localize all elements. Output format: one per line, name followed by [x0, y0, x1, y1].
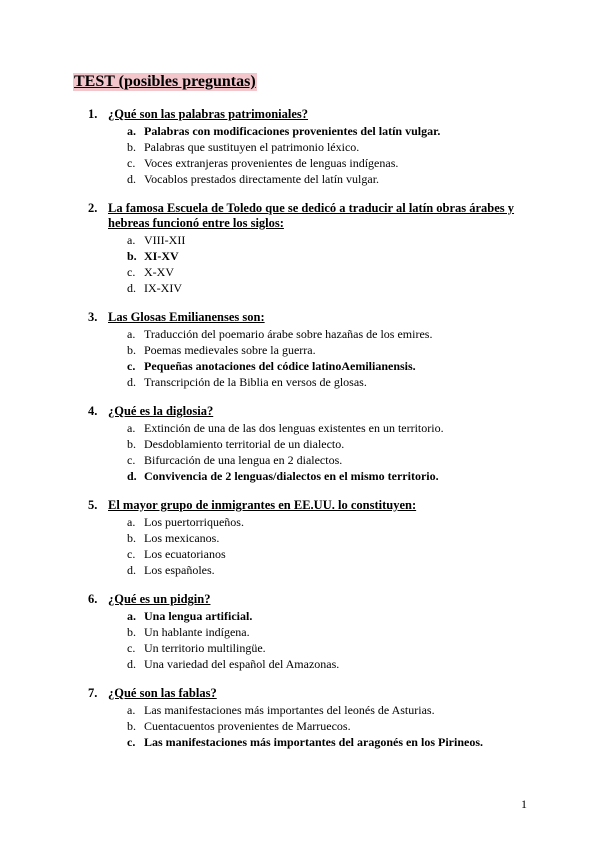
- option-letter: c.: [127, 359, 136, 373]
- option-letter: d.: [127, 281, 136, 295]
- option-item: [0, 562, 600, 578]
- option-list: [0, 702, 600, 750]
- question-number: 2.: [88, 201, 98, 215]
- question-2: [0, 201, 600, 296]
- option-item: [0, 656, 600, 672]
- question-heading: [0, 310, 600, 325]
- option-text: VIII-XII: [144, 233, 186, 247]
- question-number: 4.: [88, 404, 98, 418]
- option-item: [0, 546, 600, 562]
- option-text: Las manifestaciones más importantes del leonés de Asturias.: [144, 703, 435, 717]
- option-letter: a.: [127, 124, 136, 138]
- option-text: Transcripción de la Biblia en versos de glosas.: [144, 375, 367, 389]
- option-letter: a.: [127, 421, 136, 435]
- question-number: 6.: [88, 592, 98, 606]
- option-letter: d.: [127, 657, 136, 671]
- question-number: 3.: [88, 310, 98, 324]
- option-text: Extinción de una de las dos lenguas existentes en un territorio.: [144, 421, 444, 435]
- question-heading: [0, 498, 600, 513]
- option-item: [0, 374, 600, 390]
- question-list: [0, 107, 600, 764]
- question-3: [0, 310, 600, 390]
- document-title: TEST (posibles preguntas): [74, 73, 256, 90]
- option-item: [0, 171, 600, 187]
- option-letter: a.: [127, 327, 136, 341]
- question-5: [0, 498, 600, 578]
- option-letter: c.: [127, 735, 136, 749]
- question-4: [0, 404, 600, 484]
- option-text: Palabras que sustituyen el patrimonio léxico.: [144, 140, 360, 154]
- option-text: Vocablos prestados directamente del latín vulgar.: [144, 172, 380, 186]
- page-number: 1: [521, 797, 527, 811]
- option-item: [0, 640, 600, 656]
- option-letter: d.: [127, 172, 136, 186]
- option-list: [0, 608, 600, 672]
- question-6: [0, 592, 600, 672]
- option-item: [0, 139, 600, 155]
- option-text: Una lengua artificial.: [144, 609, 253, 623]
- question-heading: [0, 107, 600, 122]
- option-item: [0, 452, 600, 468]
- option-letter: b.: [127, 249, 137, 263]
- question-heading: [0, 404, 600, 419]
- option-item: [0, 232, 600, 248]
- question-text: Las Glosas Emilianenses son:: [108, 310, 265, 324]
- question-text: ¿Qué son las fablas?: [108, 686, 217, 700]
- option-text: Una variedad del español del Amazonas.: [144, 657, 340, 671]
- option-letter: b.: [127, 437, 136, 451]
- option-item: [0, 436, 600, 452]
- option-text: Palabras con modificaciones provenientes del latín vulgar.: [144, 124, 441, 138]
- option-letter: c.: [127, 641, 136, 655]
- option-item-correct: [0, 468, 600, 484]
- option-text: Los ecuatorianos: [144, 547, 226, 561]
- option-item: [0, 326, 600, 342]
- question-number: 5.: [88, 498, 98, 512]
- option-letter: a.: [127, 609, 136, 623]
- option-text: X-XV: [144, 265, 174, 279]
- option-letter: a.: [127, 703, 136, 717]
- option-list: [0, 326, 600, 390]
- option-item: [0, 420, 600, 436]
- option-text: Voces extranjeras provenientes de lenguas indígenas.: [144, 156, 399, 170]
- question-1: [0, 107, 600, 187]
- option-text: Los mexicanos.: [144, 531, 220, 545]
- question-heading: [0, 686, 600, 701]
- question-number: 7.: [88, 686, 98, 700]
- option-item-correct: [0, 358, 600, 374]
- option-letter: d.: [127, 563, 136, 577]
- question-heading: [0, 201, 600, 231]
- option-list: [0, 123, 600, 187]
- option-letter: d.: [127, 375, 136, 389]
- question-text: ¿Qué son las palabras patrimoniales?: [108, 107, 309, 121]
- option-letter: d.: [127, 469, 137, 483]
- option-text: Un hablante indígena.: [144, 625, 250, 639]
- option-text: Pequeñas anotaciones del códice latinoAemilianensis.: [144, 359, 416, 373]
- option-item: [0, 155, 600, 171]
- option-letter: b.: [127, 719, 136, 733]
- question-text: ¿Qué es la diglosia?: [108, 404, 214, 418]
- option-text: Cuentacuentos provenientes de Marruecos.: [144, 719, 351, 733]
- option-list: [0, 232, 600, 296]
- option-letter: b.: [127, 625, 136, 639]
- question-7: [0, 686, 600, 750]
- option-letter: b.: [127, 343, 136, 357]
- option-text: Convivencia de 2 lenguas/dialectos en el mismo territorio.: [144, 469, 439, 483]
- option-text: Bifurcación de una lengua en 2 dialectos.: [144, 453, 343, 467]
- option-text: Un territorio multilingüe.: [144, 641, 266, 655]
- option-text: IX-XIV: [144, 281, 182, 295]
- option-list: [0, 514, 600, 578]
- option-item-correct: [0, 248, 600, 264]
- question-text: La famosa Escuela de Toledo que se dedicó a traducir al latín obras árabes y hebreas funcionó entre los siglos:: [108, 201, 515, 230]
- question-number: 1.: [88, 107, 98, 121]
- option-letter: c.: [127, 547, 136, 561]
- option-letter: c.: [127, 265, 136, 279]
- question-text: ¿Qué es un pidgin?: [108, 592, 211, 606]
- question-text: El mayor grupo de inmigrantes en EE.UU. lo constituyen:: [108, 498, 417, 512]
- option-letter: b.: [127, 140, 136, 154]
- option-item: [0, 624, 600, 640]
- option-text: Poemas medievales sobre la guerra.: [144, 343, 316, 357]
- option-letter: a.: [127, 515, 136, 529]
- option-letter: b.: [127, 531, 136, 545]
- option-item-correct: [0, 734, 600, 750]
- option-text: Los puertorriqueños.: [144, 515, 244, 529]
- option-text: Los españoles.: [144, 563, 215, 577]
- option-item: [0, 718, 600, 734]
- option-text: Desdoblamiento territorial de un dialecto.: [144, 437, 345, 451]
- option-item: [0, 530, 600, 546]
- option-item: [0, 342, 600, 358]
- question-heading: [0, 592, 600, 607]
- option-item: [0, 514, 600, 530]
- option-item: [0, 264, 600, 280]
- option-list: [0, 420, 600, 484]
- option-item-correct: [0, 608, 600, 624]
- option-letter: a.: [127, 233, 136, 247]
- option-letter: c.: [127, 453, 136, 467]
- option-item: [0, 280, 600, 296]
- option-item: [0, 702, 600, 718]
- option-text: XI-XV: [144, 249, 179, 263]
- option-text: Traducción del poemario árabe sobre hazañas de los emires.: [144, 327, 433, 341]
- option-text: Las manifestaciones más importantes del aragonés en los Pirineos.: [144, 735, 483, 749]
- option-item-correct: [0, 123, 600, 139]
- option-letter: c.: [127, 156, 136, 170]
